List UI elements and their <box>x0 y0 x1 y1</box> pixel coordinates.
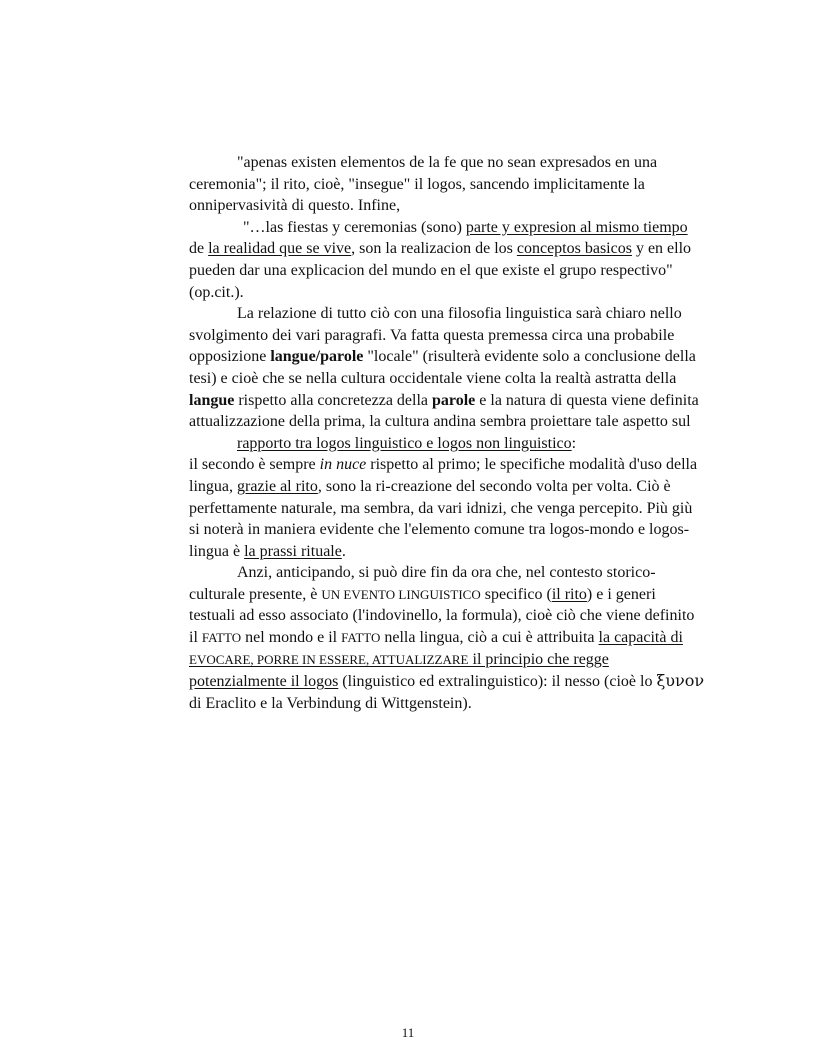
small-caps-term: UN EVENTO LINGUISTICO <box>321 586 481 602</box>
paragraph-text: : <box>571 434 577 452</box>
underlined-phrase: rapporto tra logos linguistico e logos non linguistico <box>237 434 572 452</box>
quote-text: y en ello pueden dar una explicacion del mundo en el que existe el grupo respectivo" (op.cit.). <box>189 240 692 301</box>
paragraph-6 <box>189 562 705 714</box>
paragraph-2-quote <box>189 217 705 303</box>
paragraph-text: (linguistico ed extralinguistico): il nesso (cioè lo <box>338 673 657 691</box>
greek-term: ξυνον <box>656 671 705 691</box>
paragraph-4 <box>189 433 705 455</box>
page-number: 11 <box>401 1025 415 1040</box>
underlined-phrase: il principio che regge potenzialmente il logos <box>189 650 609 691</box>
underlined-phrase: conceptos basicos <box>516 240 632 258</box>
small-caps-term: FATTO <box>341 630 381 646</box>
underlined-small-caps: EVOCARE, PORRE IN ESSERE, ATTUALIZZARE <box>189 651 469 667</box>
paragraph-1-text: "apenas existen elementos de la fe que no sean expresados en una ceremonia"; il rito, cioè, "insegue" il logos, sancendo implicitamente la onnipervasività di questo. Infine, <box>189 154 658 215</box>
paragraph-text: di Eraclito e la Verbindung di Wittgenstein). <box>189 694 472 712</box>
paragraph-text: ) e i generi testuali ad esso associato (l'indovinello, la formula), cioè ciò che viene definito il <box>189 585 695 647</box>
body-text <box>189 152 705 714</box>
paragraph-text: nel mondo e il <box>241 629 342 647</box>
paragraph-text: "locale" (risulterà evidente solo a conclusione della tesi) e cioè che se nella cultura occidentale viene colta la realtà astratta della <box>189 348 696 387</box>
paragraph-text: . <box>341 542 346 560</box>
quote-text: , son la realizacion de los <box>351 240 517 258</box>
quote-text: de <box>189 240 209 258</box>
underlined-phrase: parte y expresion al mismo tiempo <box>465 218 688 236</box>
bold-term: langue <box>189 391 235 409</box>
paragraph-text: La relazione di tutto ciò con una filosofia linguistica sarà chiaro nello svolgimento dei vari paragrafi. Va fatta questa premessa circa una probabile opposizione <box>189 305 682 366</box>
paragraph-text: e la natura di questa viene definita attualizzazione della prima, la cultura andina sembra proiettare tale aspetto sul <box>189 391 699 431</box>
paragraph-text: nella lingua, ciò a cui è attribuita <box>380 629 599 647</box>
italic-term: in nuce <box>319 456 367 474</box>
paragraph-text: , sono la ri-creazione del secondo volta per volta. Ciò è perfettamente naturale, ma sembra, da vari idnizi, che venga percepito. Più giù si noterà in maniera evidente che l'elemento comune tra logos-mondo e logos-lingua è <box>189 477 693 560</box>
paragraph-text: il secondo è sempre <box>189 456 320 474</box>
paragraph-1 <box>189 152 705 217</box>
underlined-phrase: grazie al rito <box>237 477 318 495</box>
underlined-phrase: la prassi rituale <box>244 542 342 560</box>
small-caps-term: FATTO <box>201 630 242 646</box>
underlined-phrase: il rito <box>551 585 587 603</box>
underlined-phrase: la capacità di <box>598 629 683 647</box>
paragraph-text: rispetto al primo; le specifiche modalità d'uso della lingua, <box>189 456 698 495</box>
bold-term: parole <box>432 391 476 409</box>
paragraph-text: rispetto alla concretezza della <box>234 391 433 409</box>
paragraph-5 <box>189 454 705 562</box>
paragraph-3 <box>189 303 705 433</box>
underlined-phrase: la realidad que se vive <box>208 240 352 258</box>
quote-text: "…las fiestas y ceremonias (sono) <box>243 218 466 236</box>
paragraph-text: specifico ( <box>480 585 552 603</box>
paragraph-text: Anzi, anticipando, si può dire fin da ora che, nel contesto storico-culturale presente, è <box>189 564 656 603</box>
bold-term: langue/parole <box>270 348 364 366</box>
